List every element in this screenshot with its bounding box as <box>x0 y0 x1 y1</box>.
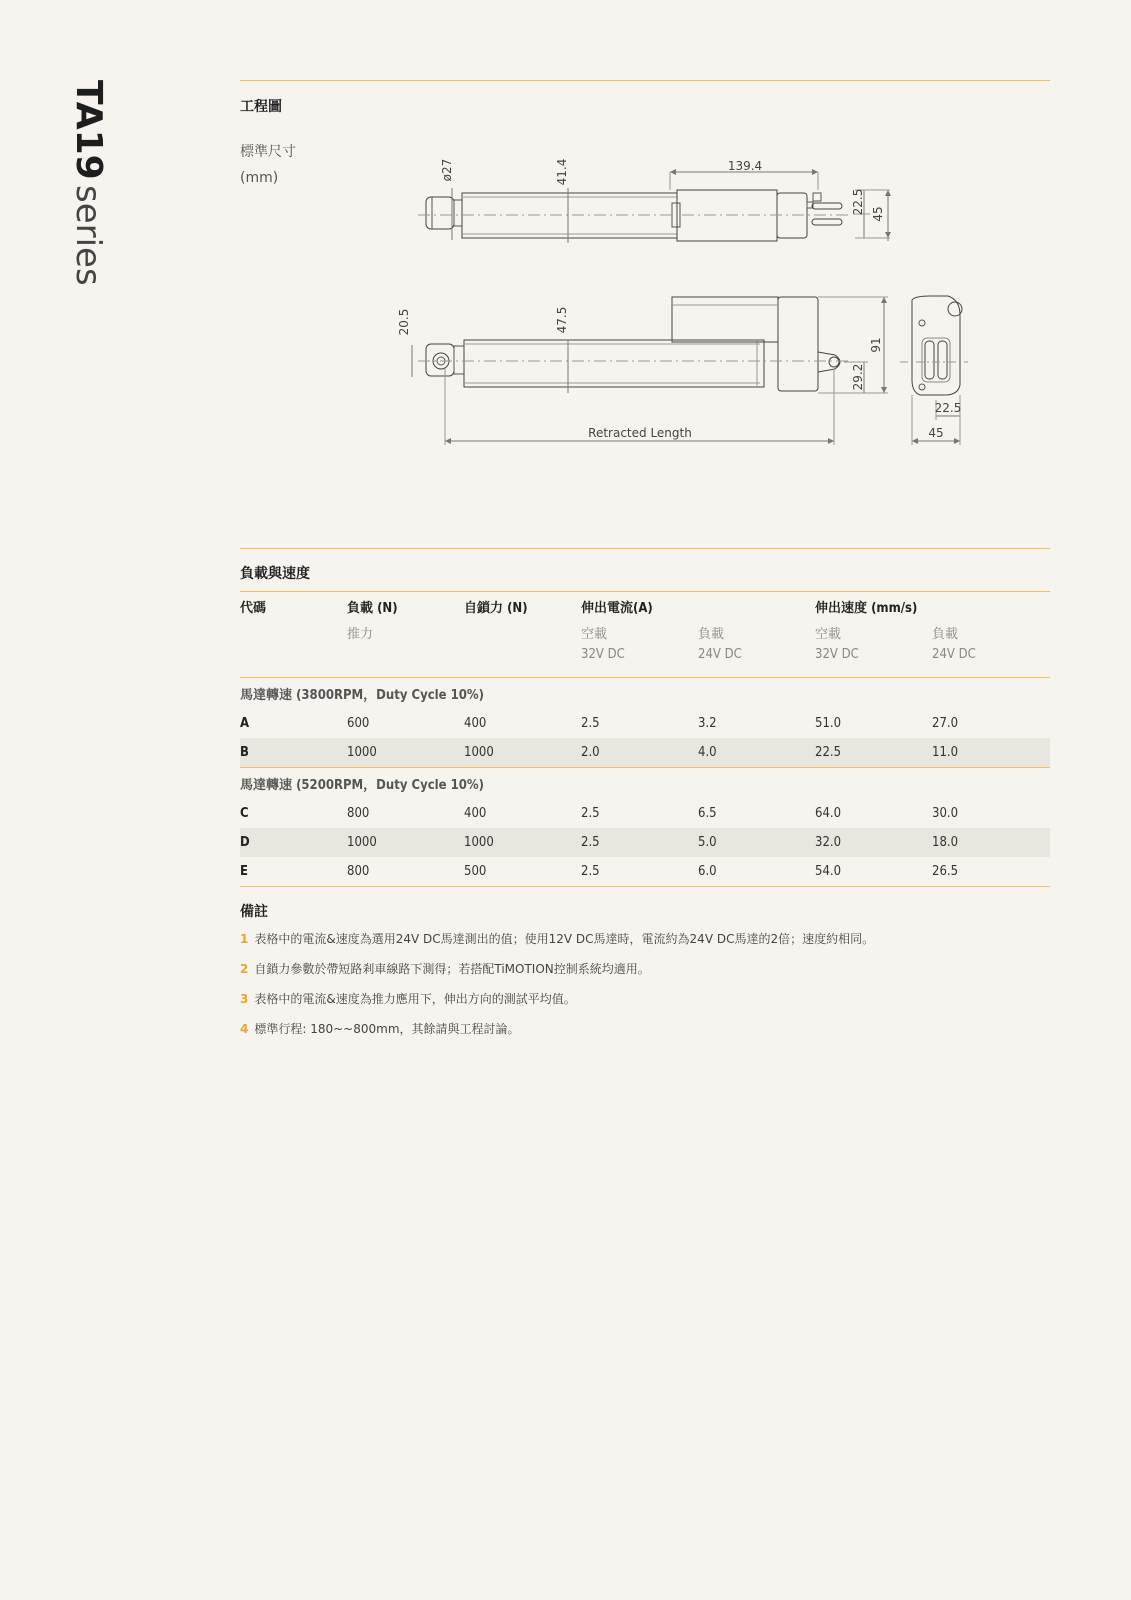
load-section-title: 負載與速度 <box>240 566 310 582</box>
sub-load: 推力 <box>347 621 464 678</box>
table-row: C 800 400 2.5 6.5 64.0 30.0 <box>240 806 959 821</box>
table-row: D 1000 1000 2.5 5.0 32.0 18.0 <box>240 828 1050 857</box>
header-selflock: 自鎖力 (N) <box>464 600 528 616</box>
load-section-rule <box>240 548 1050 549</box>
dim-diameter: ø27 <box>440 158 454 182</box>
series-label: series <box>68 184 108 286</box>
dimension-label-line1: 標準尺寸 <box>240 144 296 160</box>
dim-22-5-end: 22.5 <box>934 401 962 415</box>
header-load: 負載 (N) <box>347 600 398 616</box>
header-code: 代碼 <box>240 600 267 616</box>
notes-list <box>240 930 874 1050</box>
dim-22-5-top: 22.5 <box>851 188 865 216</box>
engineering-drawing <box>0 0 1131 460</box>
table-row: B 1000 1000 2.0 4.0 22.5 11.0 <box>240 738 1050 768</box>
note-item: 3 表格中的電流&速度為推力應用下，伸出方向的測試平均值。 <box>240 992 576 1006</box>
group-row-3800rpm: 馬達轉速 (3800RPM，Duty Cycle 10%) <box>240 688 484 703</box>
note-item: 1 表格中的電流&速度為選用24V DC馬達測出的值；使用12V DC馬達時，電流約為24V DC馬達的2倍；速度約相同。 <box>240 932 875 946</box>
dim-91: 91 <box>869 337 883 353</box>
side-view <box>412 297 888 445</box>
top-view <box>418 172 890 243</box>
group-row-5200rpm: 馬達轉速 (5200RPM，Duty Cycle 10%) <box>240 778 484 793</box>
notes-title: 備註 <box>240 904 268 920</box>
header-current: 伸出電流(A) <box>581 600 653 616</box>
sub-current-noload: 空載 32V DC <box>581 621 698 678</box>
sub-speed-noload: 空載 32V DC <box>815 621 932 678</box>
dimension-label-line2: (mm) <box>240 170 279 186</box>
note-item: 2 自鎖力參數於帶短路剎車線路下測得；若搭配TiMOTION控制系統均適用。 <box>240 962 650 976</box>
model-name: TA19 <box>68 80 109 180</box>
dim-retracted-length: Retracted Length <box>588 426 692 440</box>
dim-45-end: 45 <box>928 426 944 440</box>
table-row: A 600 400 2.5 3.2 51.0 27.0 <box>240 716 959 731</box>
header-speed: 伸出速度 (mm/s) <box>815 600 918 616</box>
drawing-section-title: 工程圖 <box>240 99 282 115</box>
dim-41-4: 41.4 <box>555 158 569 186</box>
end-view <box>900 296 968 445</box>
dim-20-5: 20.5 <box>397 308 411 336</box>
dim-29-2: 29.2 <box>851 363 865 391</box>
table-header-row <box>240 591 1050 621</box>
note-item: 4 標準行程: 180~~800mm，其餘請與工程討論。 <box>240 1022 520 1036</box>
dim-45-top: 45 <box>871 206 885 222</box>
sub-current-load: 負載 24V DC <box>698 621 815 678</box>
dim-47-5: 47.5 <box>555 306 569 334</box>
dim-139-4: 139.4 <box>727 159 763 173</box>
table-row: E 800 500 2.5 6.0 54.0 26.5 <box>240 857 1050 887</box>
table-subheader-row <box>240 621 1050 678</box>
sub-speed-load: 負載 24V DC <box>932 621 1050 678</box>
load-speed-table <box>240 591 1050 887</box>
